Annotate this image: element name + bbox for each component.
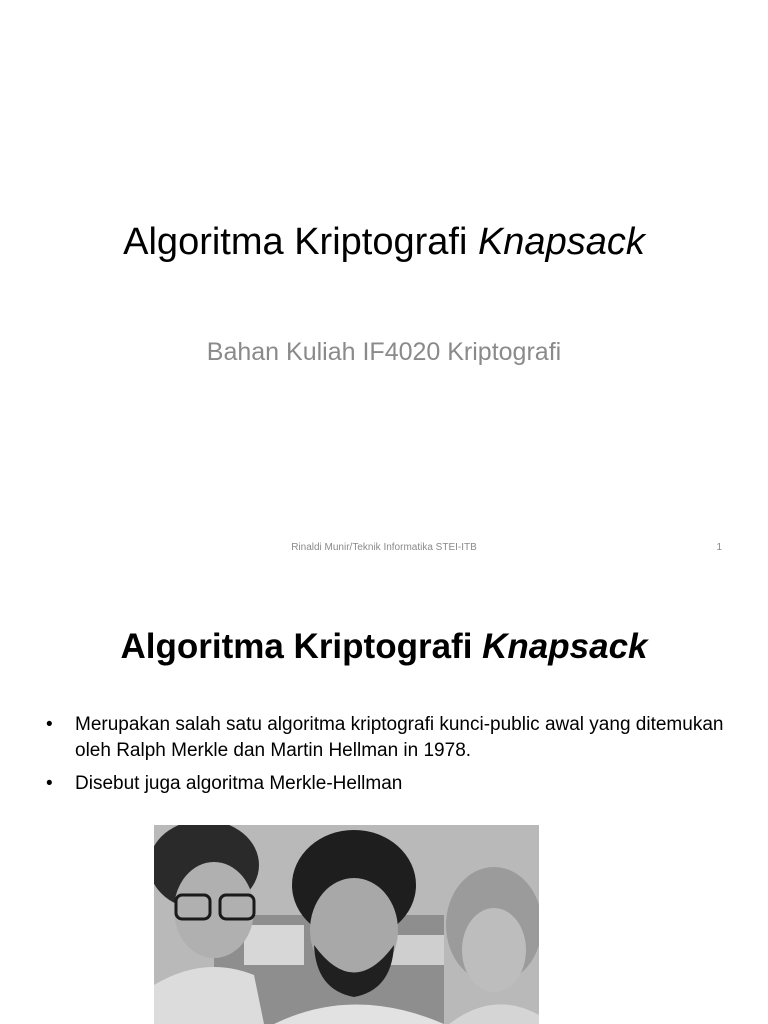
bullet-dot: • [46, 773, 53, 794]
bullet-text: Disebut juga algoritma Merkle-Hellman [75, 773, 403, 794]
slide1-title-main: Algoritma Kriptografi [123, 221, 478, 263]
bullet-list [46, 712, 736, 804]
slide1-title-italic: Knapsack [477, 221, 645, 263]
slide2-title-italic: Knapsack [482, 627, 648, 666]
bullet-item [46, 771, 736, 797]
slide1-footer: Rinaldi Munir/Teknik Informatika STEI-ITB [291, 542, 477, 553]
bullet-item [46, 712, 736, 764]
slide1-title [0, 216, 768, 268]
content-slide [0, 572, 768, 1024]
photo-illustration [154, 825, 539, 1024]
slide1-page-number: 1 [716, 542, 722, 553]
merkle-hellman-photo [154, 825, 539, 1024]
slide2-title [0, 622, 768, 672]
bullet-dot: • [46, 714, 53, 735]
slide1-subtitle: Bahan Kuliah IF4020 Kriptografi [206, 338, 562, 366]
bullet-text: Merupakan salah satu algoritma kriptografi kunci-public awal yang ditemukan oleh Ralph Merkle dan Martin Hellman in 1978. [75, 714, 724, 761]
slide2-title-main: Algoritma Kriptografi [120, 627, 483, 666]
